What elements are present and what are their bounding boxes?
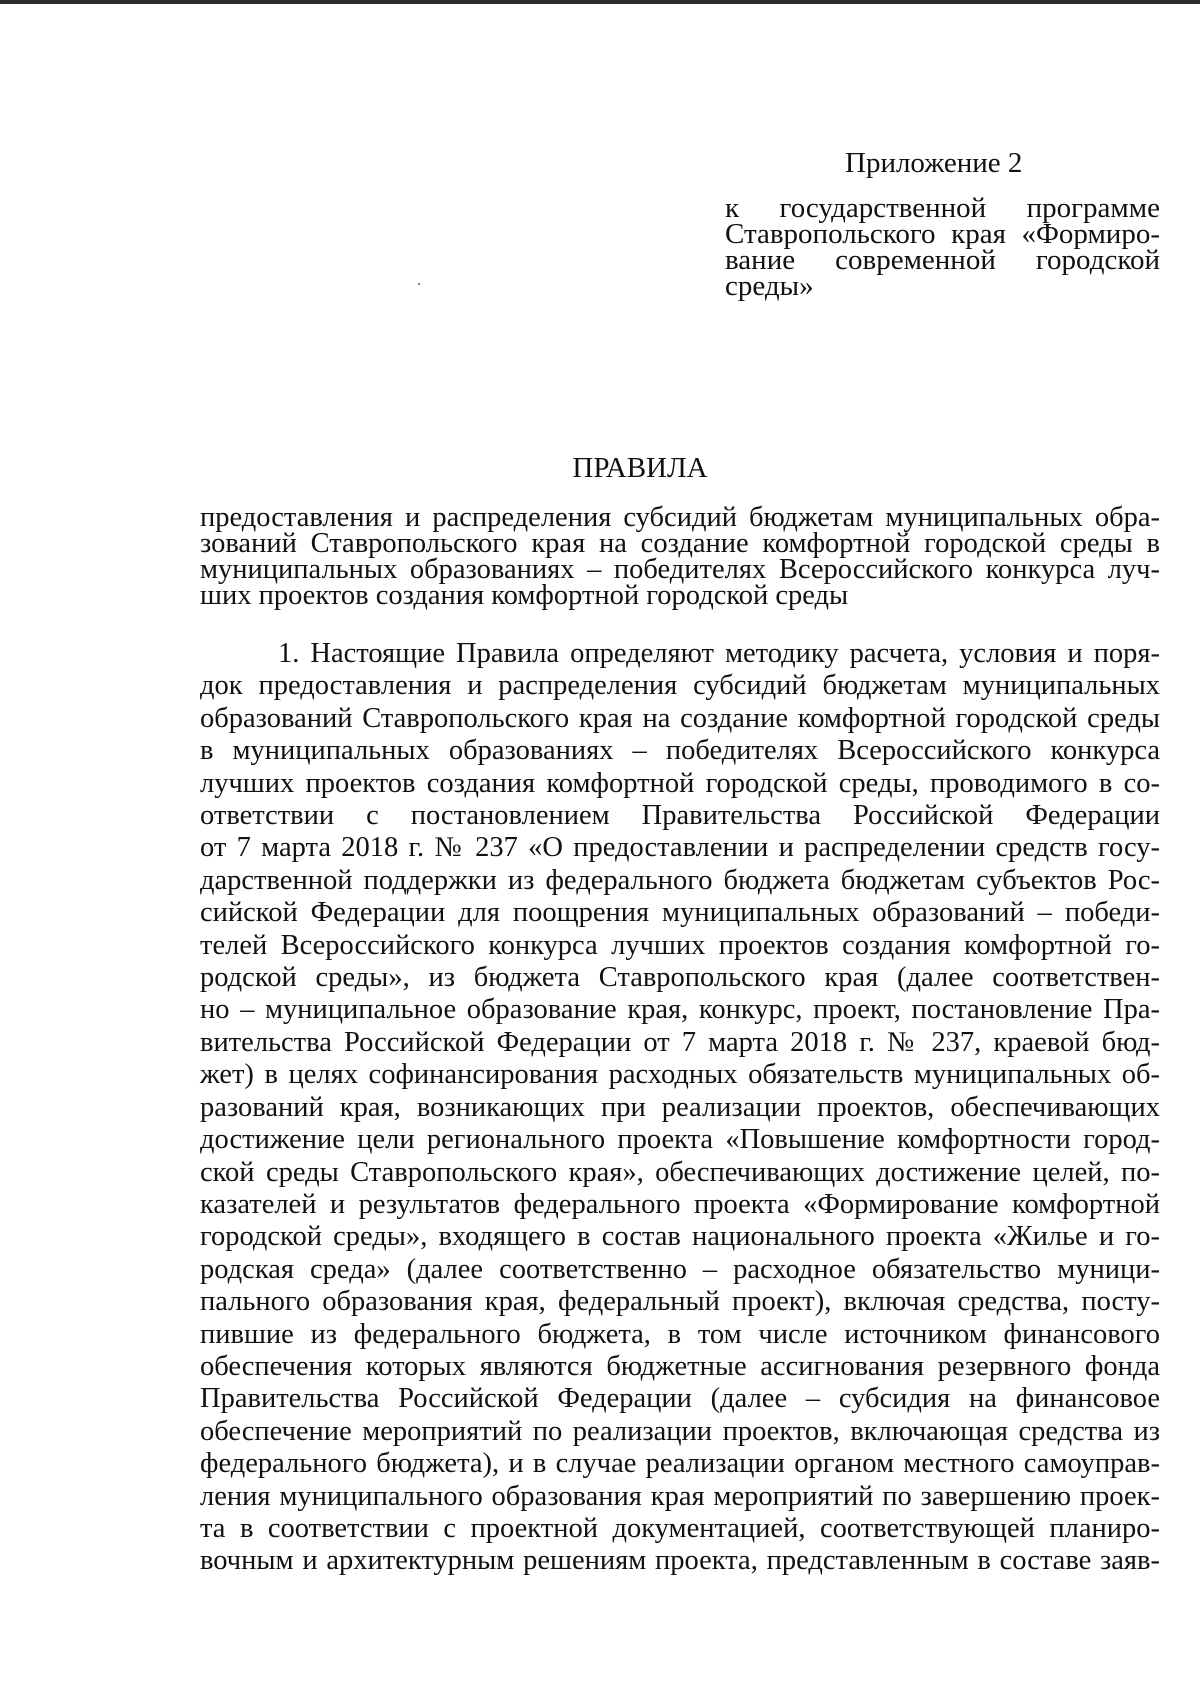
body-line: разований края, возникающих при реализации проектов, обеспечивающих [200,1091,1160,1123]
body-line: вительства Российской Федерации от 7 марта 2018 г. № 237, краевой бюд- [200,1026,1160,1058]
appendix-reference-line: к государственной программе [725,192,1160,224]
body-line: обеспечение мероприятий по реализации проектов, включающая средства из [200,1415,1160,1447]
body-line: родская среда» (далее соответственно – расходное обязательство муници- [200,1253,1160,1285]
body-line: дарственной поддержки из федерального бюджета бюджетам субъектов Рос- [200,864,1160,896]
subtitle-line: муниципальных образованиях – победителях Всероссийского конкурса луч- [200,554,1160,585]
body-line: ления муниципального образования края мероприятий по завершению проек- [200,1480,1160,1512]
body-line: та в соответствии с проектной документацией, соответствующей планиро- [200,1512,1160,1544]
subtitle-line: зований Ставропольского края на создание комфортной городской среды в [200,528,1160,559]
body-line: сийской Федерации для поощрения муниципальных образований – победи- [200,897,1160,929]
body-line: вочным и архитектурным решениям проекта, представленным в составе заяв- [200,1545,1160,1577]
document-title: ПРАВИЛА [572,452,708,484]
body-line: пального образования края, федеральный проект), включая средства, посту- [200,1286,1160,1318]
body-line: обеспечения которых являются бюджетные ассигнования резервного фонда [200,1350,1160,1382]
appendix-reference-line: Ставропольского края «Формиро- [725,218,1160,250]
scan-speck [418,283,420,285]
body-line: образований Ставропольского края на создание комфортной городской среды [200,702,1160,734]
body-line: от 7 марта 2018 г. № 237 «О предоставлении и распределении средств госу- [200,832,1160,864]
body-line: телей Всероссийского конкурса лучших проектов создания комфортной го- [200,929,1160,961]
body-line: городской среды», входящего в состав национального проекта «Жилье и го- [200,1221,1160,1253]
body-line: ответствии с постановлением Правительства Российской Федерации [200,800,1160,832]
body-line: но – муниципальное образование края, конкурс, проект, постановление Пра- [200,994,1160,1026]
body-line: федерального бюджета), и в случае реализации органом местного самоуправ- [200,1448,1160,1480]
appendix-reference-line: вание современной городской [725,244,1160,276]
subtitle-line: ших проектов создания комфортной городской среды [200,580,849,611]
appendix-reference [725,192,1160,302]
body-line: Правительства Российской Федерации (далее – субсидия на финансовое [200,1383,1160,1415]
body-line: достижение цели регионального проекта «Повышение комфортности город- [200,1124,1160,1156]
body-line: пившие из федерального бюджета, в том числе источником финансового [200,1318,1160,1350]
body-line: ской среды Ставропольского края», обеспечивающих достижение целей, по- [200,1156,1160,1188]
body-line: родской среды», из бюджета Ставропольского края (далее соответствен- [200,962,1160,994]
appendix-reference-line: среды» [725,270,814,302]
body-paragraph [200,638,1160,1578]
body-line: док предоставления и распределения субсидий бюджетам муниципальных [200,670,1160,702]
subtitle-line: предоставления и распределения субсидий бюджетам муниципальных обра- [200,502,1160,533]
body-line: казателей и результатов федерального проекта «Формирование комфортной [200,1188,1160,1220]
appendix-title: Приложение 2 [845,147,1023,179]
body-line: в муниципальных образованиях – победителях Всероссийского конкурса [200,735,1160,767]
body-line: жет) в целях софинансирования расходных обязательств муниципальных об- [200,1059,1160,1091]
body-line: 1. Настоящие Правила определяют методику расчета, условия и поря- [278,638,1160,669]
body-line: лучших проектов создания комфортной городской среды, проводимого в со- [200,767,1160,799]
document-subtitle [200,502,1160,611]
